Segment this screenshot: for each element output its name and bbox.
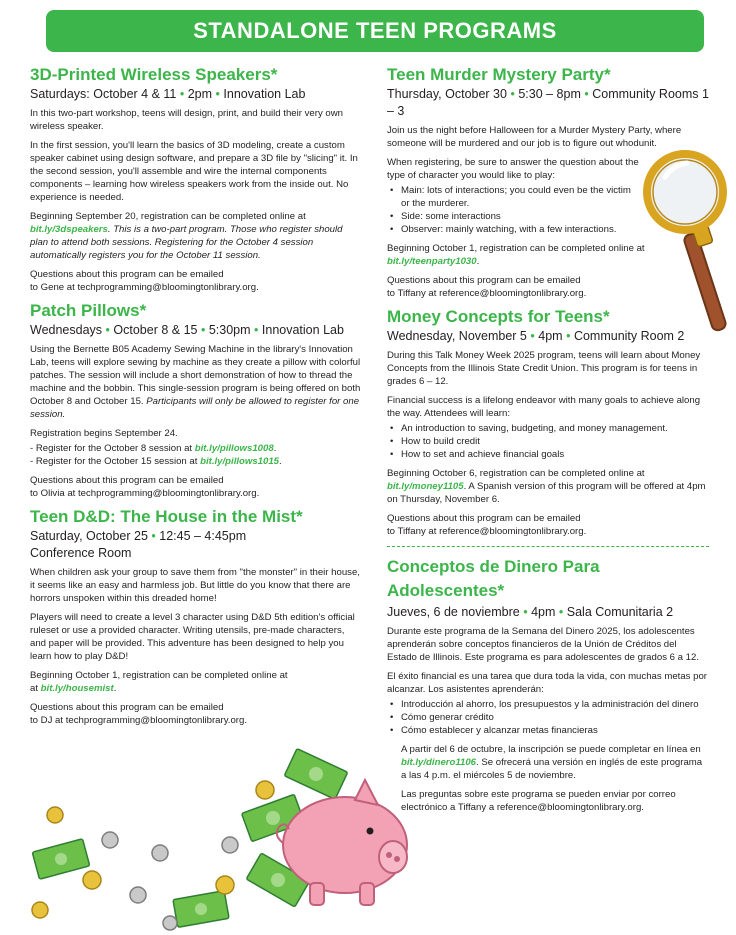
- registration-info: Beginning September 20, registration can be completed online at bit.ly/3dspeakers. This is a two-part program. Those who register should plan to attend both sessions. Registering for the October 4 session automatically registers you for the October 11 session.: [30, 211, 343, 261]
- coin-icon: [222, 837, 238, 853]
- program-meta: Wednesday, November 5 • 4pm • Community Room 2: [387, 329, 685, 343]
- meta-time: 5:30pm: [208, 323, 251, 337]
- meta-location: Innovation Lab: [223, 87, 306, 101]
- meta-date: Wednesday, November 5: [387, 329, 527, 343]
- registration-info: Beginning October 1, registration can be completed online at at bit.ly/housemist.: [30, 670, 288, 694]
- meta-time: 12:45 – 4:45pm: [159, 529, 247, 543]
- program-title: Teen D&D: The House in the Mist*: [30, 507, 303, 526]
- program-money-concepts: [387, 306, 709, 538]
- program-3d-speakers: [30, 64, 362, 294]
- learning-list: [387, 698, 709, 737]
- meta-date: Thursday, October 30: [387, 87, 507, 101]
- page-banner: STANDALONE TEEN PROGRAMS: [46, 10, 704, 52]
- registration-link[interactable]: bit.ly/pillows1015: [200, 456, 280, 467]
- meta-location: Community Rooms 1 – 3: [387, 87, 709, 118]
- meta-time: 4pm: [531, 605, 556, 619]
- contact-info: Las preguntas sobre este programa se pueden enviar por correo electrónico a Tiffany a reference@bloomingtonlibrary.org.: [401, 789, 676, 813]
- registration-info: A partir del 6 de octubre, la inscripción se puede completar en línea en bit.ly/dinero1106. Se ofrecerá una versión en inglés de este programa a las 4 p.m. el miércoles 5 de noviembre.: [401, 744, 703, 781]
- registration-link[interactable]: bit.ly/housemist: [40, 683, 114, 694]
- coin-icon: [47, 807, 63, 823]
- program-meta: Saturday, October 25 • 12:45 – 4:45pm Conference Room: [30, 529, 247, 560]
- section-divider: [387, 546, 709, 547]
- meta-location: Community Room 2: [573, 329, 685, 343]
- learning-list: [387, 422, 709, 461]
- contact-info: Questions about this program can be emailed to Gene at techprogramming@bloomingtonlibrary.org.: [30, 269, 259, 293]
- program-description: Join us the night before Halloween for a Murder Mystery Party, where someone will be murdered and our job is to figure out whodunit.: [387, 125, 682, 149]
- coin-icon: [256, 781, 274, 799]
- contact-info: Questions about this program can be emailed to DJ at techprogramming@bloomingtonlibrary.org.: [30, 702, 247, 726]
- list-item: • How to build credit: [399, 435, 709, 448]
- contact-info: Questions about this program can be emailed to Tiffany at reference@bloomingtonlibrary.org.: [387, 275, 587, 299]
- left-column: [30, 64, 362, 733]
- program-patch-pillows: [30, 300, 362, 500]
- contact-info: Questions about this program can be emailed to Tiffany at reference@bloomingtonlibrary.org.: [387, 513, 587, 537]
- list-item: • An introduction to saving, budgeting, and money management.: [399, 422, 709, 435]
- registration-info: Beginning October 6, registration can be completed online at bit.ly/money1105. A Spanish version of this program will be offered at 4pm on Thursday, November 6.: [387, 468, 706, 505]
- program-title: Money Concepts for Teens*: [387, 307, 610, 326]
- program-description: Players will need to create a level 3 character using D&D 5th edition's official ruleset or use a provided character. Writing utensils, pre-made characters, and paper will be provided. This adventure has been designed to help you learn how to play D&D!: [30, 612, 355, 662]
- program-description: When children ask your group to save them from "the monster" in their house, it seems like an easy and harmless job. But little do you know that there are horrors unspoken within this dreaded home!: [30, 567, 360, 604]
- meta-time: 4pm: [538, 329, 563, 343]
- program-description: El éxito financial es una tarea que dura toda la vida, con muchas metas por alcanzar. Los asistentes aprenderán:: [387, 671, 707, 695]
- coin-icon: [83, 871, 101, 889]
- registration-list: [30, 442, 362, 468]
- program-meta: Saturdays: October 4 & 11 • 2pm • Innovation Lab: [30, 87, 306, 101]
- dollar-bill-icon: [32, 839, 89, 880]
- meta-date: Jueves, 6 de noviembre: [387, 605, 520, 619]
- coin-icon: [32, 902, 48, 918]
- list-item: • Cómo establecer y alcanzar metas financieras: [399, 724, 709, 737]
- meta-location: Conference Room: [30, 546, 132, 560]
- list-item: • Main: lots of interactions; you could even be the victim or the murderer.: [399, 184, 709, 210]
- program-description: During this Talk Money Week 2025 program, teens will learn about Money Concepts from the Illinois State Credit Union. This program is for teens in grades 6 – 12.: [387, 350, 701, 387]
- dollar-bill-icon: [173, 891, 229, 928]
- coin-icon: [130, 887, 146, 903]
- list-item: • How to set and achieve financial goals: [399, 448, 709, 461]
- registration-link[interactable]: bit.ly/3dspeakers: [30, 224, 108, 235]
- meta-date: October 8 & 15: [113, 323, 198, 337]
- meta-day: Wednesdays: [30, 323, 103, 337]
- meta-date: Saturday, October 25: [30, 529, 148, 543]
- registration-item: - Register for the October 15 session at bit.ly/pillows1015.: [30, 456, 282, 467]
- program-title: 3D-Printed Wireless Speakers*: [30, 65, 278, 84]
- dollar-bill-icon: [284, 749, 347, 800]
- contact-info: Questions about this program can be emailed to Olivia at techprogramming@bloomingtonlibrary.org.: [30, 475, 260, 499]
- program-meta: Jueves, 6 de noviembre • 4pm • Sala Comunitaria 2: [387, 605, 674, 619]
- program-conceptos-dinero: [387, 555, 709, 814]
- meta-time: 5:30 – 8pm: [518, 87, 581, 101]
- program-title: Conceptos de Dinero Para Adolescentes*: [387, 557, 600, 600]
- program-description: In the first session, you'll learn the basics of 3D modeling, create a custom speaker cabinet using design software, and prepare a 3D file by "slicing" it. In the second session, you'll assemble and wire the internal components components – learning how wireless speakers work from the inside out. No experience is needed.: [30, 140, 358, 203]
- coin-icon: [102, 832, 118, 848]
- program-title: Teen Murder Mystery Party*: [387, 65, 611, 84]
- money-illustration: [20, 745, 410, 935]
- coin-icon: [152, 845, 168, 861]
- meta-time: 2pm: [187, 87, 213, 101]
- registration-item: - Register for the October 8 session at bit.ly/pillows1008.: [30, 443, 277, 454]
- meta-location: Innovation Lab: [261, 323, 344, 337]
- registration-link[interactable]: bit.ly/pillows1008: [194, 443, 274, 454]
- program-description: Financial success is a lifelong endeavor with many goals to achieve along the way. Attendees will learn:: [387, 395, 701, 419]
- coin-icon: [216, 876, 234, 894]
- magnifying-glass-icon: [625, 147, 735, 337]
- registration-info: Beginning October 1, registration can be completed online at bit.ly/teenparty1030.: [387, 243, 645, 267]
- list-item: • Observer: mainly watching, with a few interactions.: [399, 223, 709, 236]
- program-description: In this two-part workshop, teens will design, print, and build their very own wireless speaker.: [30, 108, 344, 132]
- meta-location: Sala Comunitaria 2: [566, 605, 674, 619]
- coin-icon: [163, 916, 177, 930]
- list-item: • Introducción al ahorro, los presupuestos y la administración del dinero: [399, 698, 709, 711]
- meta-date: Saturdays: October 4 & 11: [30, 87, 177, 101]
- program-description: Using the Bernette B05 Academy Sewing Machine in the library's Innovation Lab, teens will explore sewing by machine as they create a pillow with colorful patches. The session will include a short demonstration of how to thread the machine and the bobbin. This single-session program is being offered on both October 8 and October 15. Participants will only be allowed to register for one session.: [30, 344, 361, 420]
- program-meta: Wednesdays • October 8 & 15 • 5:30pm • Innovation Lab: [30, 323, 344, 337]
- program-description: When registering, be sure to answer the question about the type of character you would like to play:: [387, 157, 639, 181]
- program-meta: Thursday, October 30 • 5:30 – 8pm • Community Rooms 1 – 3: [387, 87, 709, 118]
- program-title: Patch Pillows*: [30, 301, 147, 320]
- registration-link[interactable]: bit.ly/dinero1106: [401, 757, 476, 768]
- list-item: • Side: some interactions: [399, 210, 709, 223]
- program-teen-dnd: [30, 506, 362, 727]
- registration-link[interactable]: bit.ly/teenparty1030: [387, 256, 477, 267]
- registration-info: Registration begins September 24.: [30, 428, 178, 439]
- registration-link[interactable]: bit.ly/money1105: [387, 481, 464, 492]
- list-item: • Cómo generar crédito: [399, 711, 709, 724]
- program-description: Durante este programa de la Semana del Dinero 2025, los adolescentes aprenderán sobre conceptos financieros de la Unión de Créditos del Estado de Illinois. Este programa es para adolescentes de grados 6 a 12.: [387, 626, 699, 663]
